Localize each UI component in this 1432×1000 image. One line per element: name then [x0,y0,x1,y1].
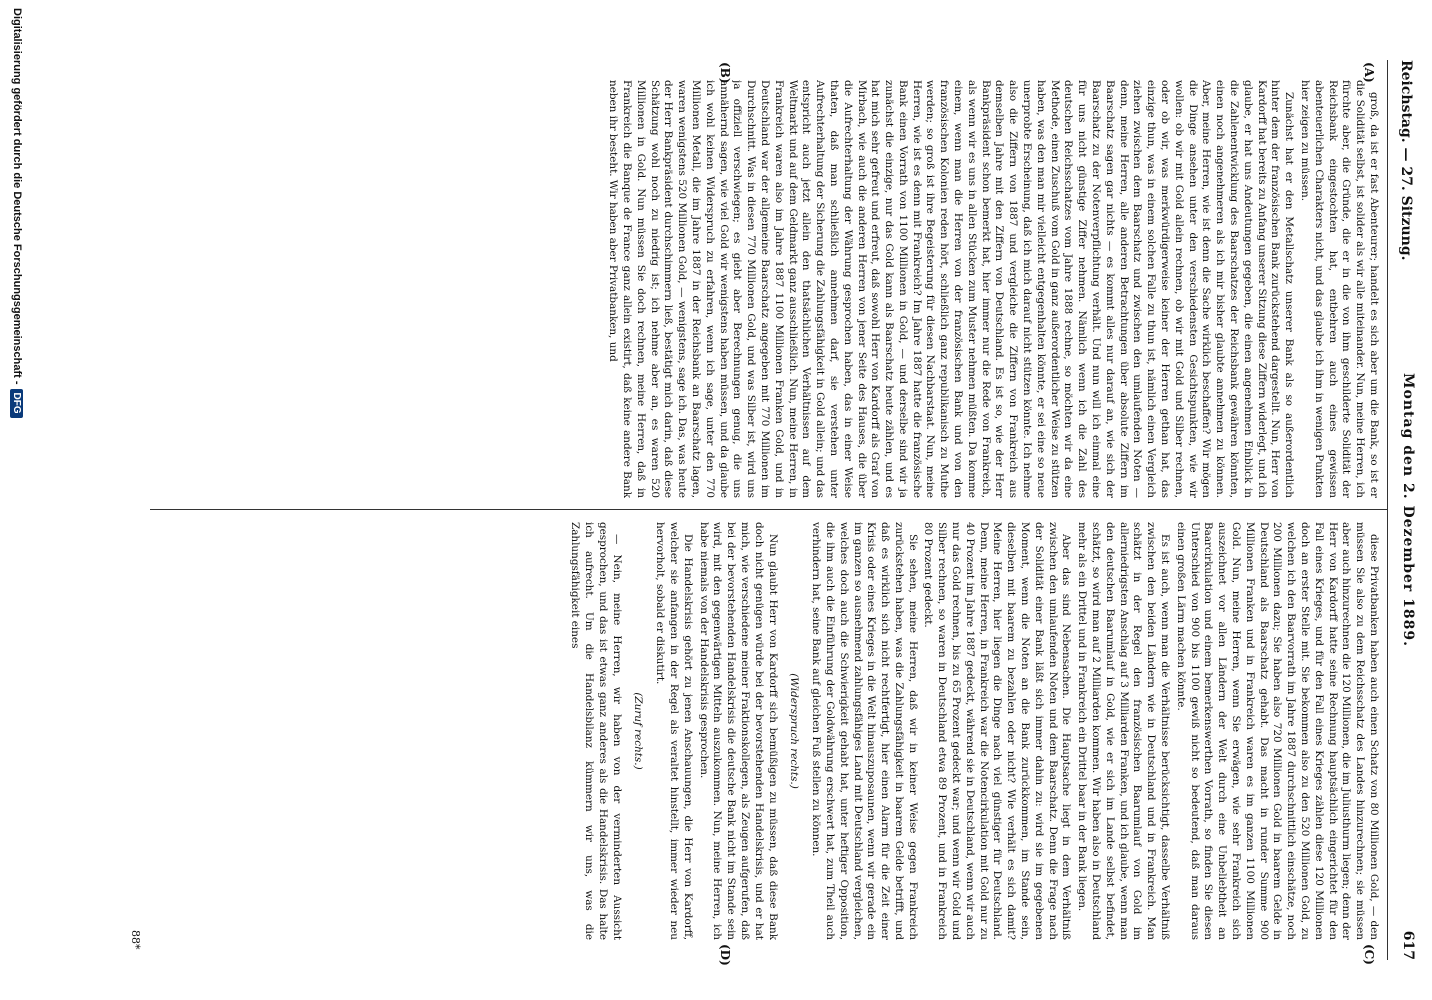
margin-mark-a: (A) [1362,62,1376,83]
dfg-logo-icon: DFG [11,389,24,418]
margin-mark-d: (D) [718,944,732,966]
paragraph: Zunächst hat er den Metallschatz unserer Bank als so außerordentlich hinter dem der französischen Bank zurückstehend dargestellt. Nun, Herr von Kardorff hat bereits zu Anfang unserer Sitzung diese Ziffern widerlegt, und ich glaube, er hat uns Andeutungen gegeben, die einen angenehmen Einblick in die Zahlenentwicklung des Baarschatzes der Reichsbank gewähren könnten, einen noch angenehmeren als ich mir bisher glaubte annehmen zu können. Aber, meine Herren, wie ist denn die Sache wirklich beschaffen? Wir mögen die Dinge ansehen unter den verschiedensten Gesichtspunkten, wie wir wollen: ob wir mit Gold allein rechnen, ob wir mit Gold und Silber rechnen, oder ob wir, was merkwürdigerweise keiner der Herren gethan hat, das einzige thun, was in einem solchen Falle zu thun ist, nämlich einen Vergleich ziehen zwischen dem Baarschatz und zwischen den umlaufenden Noten — denn, meine Herren, alle anderen Betrachtungen über absolute Ziffern im Baarschatz sagen gar nichts — es kommt alles nur darauf an, wie sich der Baarschatz zu der Notenverpflichtung verhält. Und nun will ich einmal eine für uns nicht günstige Ziffer nehmen. Nämlich wenn ich die Zahl des deutschen Reichsschatzes vom Jahre 1888 rechne, so möchten wir da eine Methode, einen Zuschuß vom Gold in ganz außerordentlicher Weise zu stützen haben, was den man mir vielleicht entgegenhalten könnte, er sei eine so neue unerprobte Erscheinung, daß ich mich darauf nicht stützen könnte. Ich nehme also die Ziffern von 1887 und vergleiche die Ziffern von Frankreich aus demselben Jahre mit den Ziffern von Deutschland. Es ist so, wie der Herr Bankpräsident schon bemerkt hat, hier immer nur die Rede von Frankreich, als wenn wir es uns in allen Stücken zum Muster nehmen müßten. Da komme einem, wenn man die Herren von der französischen Bank und von den französischen Kolonien reden hört, schließlich ganz republikanisch zu Muthe werden; so groß ist ihre Begeisterung für diesen Nachbarstaat. Nun, meine Herren, wie ist es denn mit Frankreich? Im Jahre 1887 hatte die französische Bank einen Vorrath von 1100 Millionen in Gold, — und derselbe sind wir ja zunächst die einzige, nur das Gold kann als Baarschatz heute zählen, und es hat mich sehr gefreut und erfreut, daß sowohl Herr von Kardorff als Graf von Mirbach, wie auch die anderen Herren von jener Seite des Hauses, die über die Aufrechterhaltung der Währung gesprochen haben, das in einer Weise thaten, daß man schließlich annehmen darf, sie verstehen unter Aufrechterhaltung der Sicherung die Zahlungsfähigkeit in Gold allein; und das entspricht auch jetzt allein den thatsächlichen Verhältnissen auf dem Weltmarkt und auf dem Geldmarkt ganz ausschließlich. Nun, meine Herren, in Frankreich waren also im Jahre 1887 1100 Millionen Franken Gold, und in Deutschland war der allgemeine Baarschatz angegeben mit 770 Millionen im Durchschnitt. Was in diesen 770 Millionen Gold, und was Silber ist, wird uns ja offiziell verschwiegen; es giebt aber Berechnungen genug, die uns annähernd sagen, wie viel Gold wir wenigstens haben müssen, und da glaube ich wohl keinen Widerspruch zu erfahren, wenn ich sage, unter den 770 Millionen Metall, die im Jahre 1887 in der Reichsbank an Baarschatz lagen, waren wenigstens 520 Millionen Gold, — wenigstens, sage ich. Das, was heute der Herr Bankpräsident durchschimmern ließ, bestätigt mich darin, daß diese Schätzung wohl noch zu niedrig ist; ich nehme aber an, es waren 520 Millionen in Gold. Nun müssen Sie doch rechnen, meine Herren, daß in Frankreich die Banque de France ganz allein existirt, daß keine andere Bank neben ihr besteht. Wir haben aber Privatbanken, und [607,80,1296,498]
paragraph: Die Handelskrisis gehört zu jenen Anschauungen, die Herr von Kardorff, welcher sie anfangen in der Regel als veraltet hinstellt, immer wieder neu hervorholt, sobald er diskutirt. [654,522,694,940]
interjection: (Zuruf rechts.) [632,692,645,770]
column-divider [150,509,1388,510]
footer-text: Digitalisierung gefördert durch die Deutsche Forschungsgemeinschaft - [11,8,23,385]
header-date: Montag den 2. Dezember 1889. [1400,373,1416,647]
digitization-footer [6,0,28,1000]
paragraph: groß, da ist er fast Abenteurer; handelt es sich aber um die Bank, so ist er die Solidität selbst, ist solider als wir alle miteinander. Nun, meine Herren, ich fürchte aber, die Gründe, die er in die von ihm geschilderte Solidität der Reichsbank eingestochten hat, entbehren auch eines gewissen abenteuerlichen Charakters nicht, und das glaube ich ihm in wenigen Punkten hier zeigen zu müssen. [1299,80,1380,498]
header-rule [1387,60,1388,960]
text-column-right [145,522,1380,940]
page-number: 617 [1400,930,1416,960]
running-header [1392,60,1420,960]
paragraph: Aber das sind Nebensachen. Die Hauptsache liegt in dem Verhältniß zwischen den umlaufenden Noten und dem Baarschatz. Denn die Frage nach der Solidität einer Bank läßt sich immer dahin zu: wird sie im gegebenen Moment, wenn die Noten an die Bank zurückkommen, im Stande sein, dieselben mit baarem zu bezahlen oder nicht? Wie verhält es sich damit? Meine Herren, hier liegen die Dinge nach viel günstiger für Deutschland. Denn, meine Herren, in Frankreich war die Notencirkulation mit Gold nur zu 40 Prozent im Jahre 1887 gedeckt, während sie in Deutschland, wenn wir auch nur das Gold rechnen, bis zu 65 Prozent gedeckt war; und wenn wir Gold und Silber rechnen, so waren in Deutschland etwa 89 Prozent, und in Frankreich 80 Prozent gedeckt. [922,522,1073,940]
paragraph: Sie sehen, meine Herren, daß wir in keiner Weise gegen Frankreich zurückstehen haben, was die Zahlungsfähigkeit in baarem Gelde betrifft, und daß es wirklich sich nicht rechtfertigt, hier einen Alarm für die Zeit einer Krisis oder eines Krieges in die Welt hinauszuposaunen, wenn wir gerade ein im ganzen so ausnehmend zahlungsfähiges Land mit Deutschland vergleichen, welches doch auch die Schwierigkeit gehabt hat, unter heftiger Opposition, die ihm auch die Einführung der Goldwährung erschwert hat, zum Theil auch verhindern hat, seine Bank auf gleichen Fuß stellen zu können. [810,522,919,940]
paragraph: — Nein, meine Herren, wir haben von der verminderten Aussicht gesprochen, und das ist etwas ganz anderes als die Handelskrisis. Das halte ich aufrecht. Um die Handelsbilanz kümmern wir uns, was die Zahlungsfähigkeit eines [569,522,623,940]
paragraph: Nun glaubt Herr von Kardorff sich bemüßigen zu müssen, daß diese Bank doch nicht genügen würde bei der bevorstehenden Handelskrisis, und er hat mich, wie verschiedene meiner Fraktionskollegen, als Zeugen aufgerufen, daß bei der bevorstehenden Handelskrisis die deutsche Bank nicht im Stande sein wird, mit den gegenwärtigen Mitteln auszukommen. Nun, meine Herren, ich habe niemals von der Handelskrisis gesprochen. [697,522,779,940]
header-session: Reichstag. — 27. Sitzung. [1398,60,1414,261]
margin-mark-b: (B) [718,62,732,84]
text-column-left [145,80,1380,498]
margin-mark-c: (C) [1362,944,1376,965]
paragraph: Es ist auch, wenn man die Verhältnisse berücksichtigt, dasselbe Verhältniß zwischen den beiden Ländern wie in Deutschland und in Frankreich. Man schätzt in der Regel den französischen Baarumlauf von Gold im allerniedrigsten Anschlag auf 3 Milliarden Franken, und ich glaube, wenn man den deutschen Baarumlauf in Gold, wie er sich im Lande selbst befindet, schätzt, so wird man auf 2 Milliarden kommen. Wir haben also in Deutschland mehr als ein Drittel und in Frankreich ein Drittel baar in der Bank liegen. [1076,522,1172,940]
paragraph: diese Privatbanken haben auch einen Schatz von 80 Millionen Gold, — den müssen Sie also zu dem Reichsschatz des Landes hinzurechnen; sie müssen aber auch hinzurechnen die 120 Millionen, die im Juliusthurm liegen; denn der Herr von Kardorff hatte seine Rechnung hauptsächlich eingerichtet für den Fall eines Krieges, und für den Fall eines Krieges zählen diese 120 Millionen doch an erster Stelle mit. Sie bekommen also zu den 520 Millionen Gold, zu welchen ich den Baarvorrath im Jahre 1887 durchschnittlich einschätze, noch 200 Millionen dazu; Sie haben also 720 Millionen Gold in baarem Gelde in Deutschland als Baarschatz gehabt. Das macht in runder Summe 900 Millionen Franken und in Frankreich waren es im ganzen 1100 Millionen Gold. Nun, meine Herren, wenn Sie erwägen, wie sehr Frankreich sich auszeichnet vor allen Ländern der Welt durch eine Unbeliebtheit an Baarcirkulation und einem bemerkenswerthen Vorrath, so finden Sie diesen Unterschied von 900 bis 1100 gewiß nicht so bedeutend, daß man daraus einen großen Lärm machen könnte. [1174,522,1380,940]
interjection: (Widerspruch rechts.) [788,673,801,789]
page-signature: 88* [129,930,142,950]
